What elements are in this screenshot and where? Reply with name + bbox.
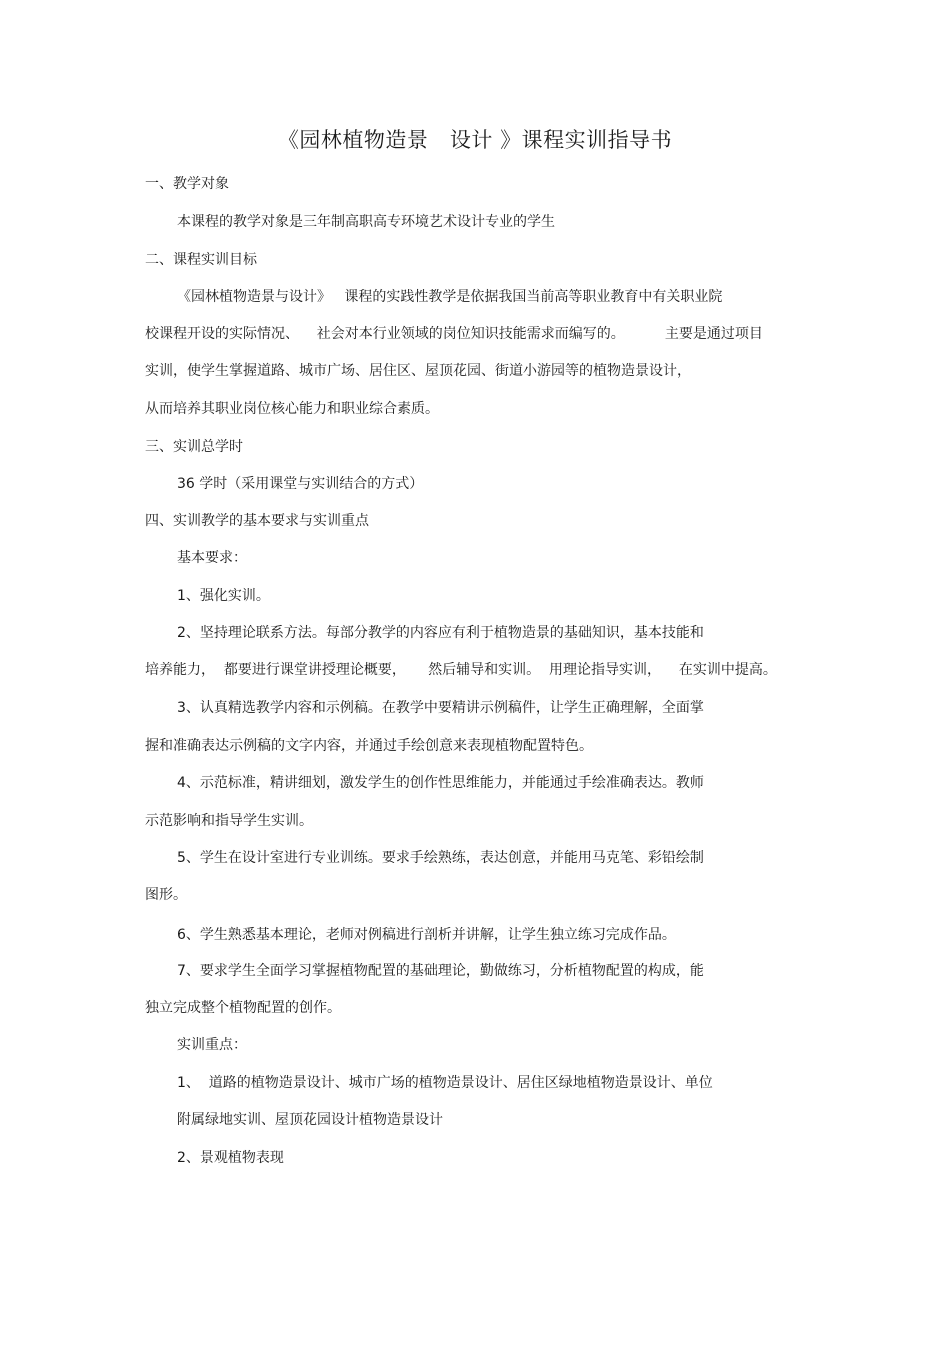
- paragraph-line: 附属绿地实训、屋顶花园设计植物造景设计: [177, 1112, 443, 1128]
- paragraph-line: 示范影响和指导学生实训。: [145, 813, 313, 829]
- paragraph-line: 本课程的教学对象是三年制高职高专环境艺术设计专业的学生: [177, 214, 555, 230]
- list-item: 5、学生在设计室进行专业训练。要求手绘熟练，表达创意，并能用马克笔、彩铅绘制: [177, 850, 704, 866]
- paragraph-line: 独立完成整个植物配置的创作。: [145, 1000, 341, 1016]
- paragraph-line: 图形。: [145, 887, 187, 903]
- paragraph-line: 实训，使学生掌握道路、城市广场、居住区、屋顶花园、街道小游园等的植物造景设计，: [145, 363, 691, 379]
- list-item: 6、学生熟悉基本理论，老师对例稿进行剖析并讲解，让学生独立练习完成作品。: [177, 927, 676, 943]
- list-item: 1、 道路的植物造景设计、城市广场的植物造景设计、居住区绿地植物造景设计、单位: [177, 1075, 713, 1091]
- list-item: 7、要求学生全面学习掌握植物配置的基础理论，勤做练习，分析植物配置的构成，能: [177, 963, 704, 979]
- list-item: 4、示范标准，精讲细划，激发学生的创作性思维能力，并能通过手绘准确表达。教师: [177, 775, 704, 791]
- section-heading-2: 二、课程实训目标: [145, 252, 257, 268]
- paragraph-line: 从而培养其职业岗位核心能力和职业综合素质。: [145, 401, 439, 417]
- paragraph-line: 36 学时（采用课堂与实训结合的方式）: [177, 476, 424, 492]
- list-item: 1、强化实训。: [177, 588, 270, 604]
- paragraph-line: 校课程开设的实际情况、 社会对本行业领域的岗位知识技能需求而编写的。 主要是通过项目: [145, 326, 763, 342]
- list-item: 3、认真精选教学内容和示例稿。在教学中要精讲示例稿件，让学生正确理解，全面掌: [177, 700, 704, 716]
- section-heading-4: 四、实训教学的基本要求与实训重点: [145, 513, 369, 529]
- paragraph-line: 培养能力， 都要进行课堂讲授理论概要， 然后辅导和实训。 用理论指导实训， 在实训中提高。: [145, 662, 777, 678]
- list-item: 2、坚持理论联系方法。每部分教学的内容应有利于植物造景的基础知识，基本技能和: [177, 625, 704, 641]
- document-title: 《园林植物造景 设计 》课程实训指导书: [277, 128, 673, 152]
- list-item: 2、景观植物表现: [177, 1150, 284, 1166]
- section-heading-1: 一、教学对象: [145, 176, 229, 192]
- subheading-basic-requirements: 基本要求：: [177, 550, 247, 566]
- section-heading-3: 三、实训总学时: [145, 439, 243, 455]
- subheading-training-focus: 实训重点：: [177, 1037, 247, 1053]
- paragraph-line: 《园林植物造景与设计》 课程的实践性教学是依据我国当前高等职业教育中有关职业院: [177, 289, 723, 305]
- paragraph-line: 握和准确表达示例稿的文字内容，并通过手绘创意来表现植物配置特色。: [145, 738, 593, 754]
